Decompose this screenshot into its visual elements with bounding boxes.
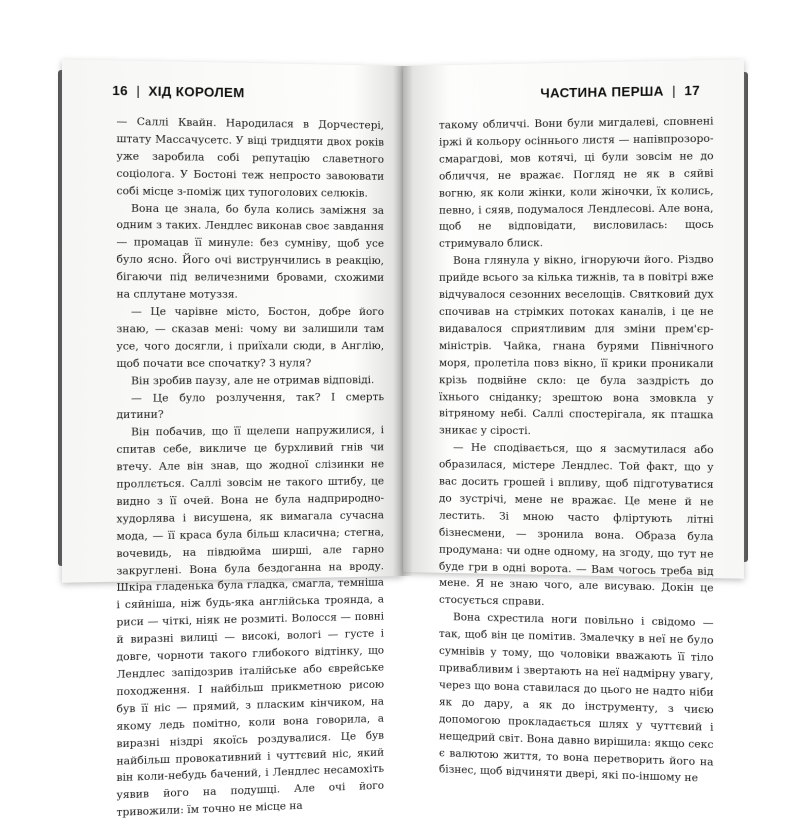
header-separator: | bbox=[136, 83, 141, 99]
open-book bbox=[58, 58, 748, 820]
left-running-header bbox=[112, 83, 244, 101]
paragraph: — Саллі Квайн. Народилася в Дорчестері, штату Массачусетс. У віці тридцяти двох років уже заробила собі репутацію славетного соціолога. У Бостоні теж непросто завоювати собі місце з-поміж цих тупоголових селюків. bbox=[116, 115, 385, 200]
paragraph: — Це було розлучення, так? І смерть дитини? bbox=[116, 390, 385, 422]
left-page-body bbox=[116, 113, 384, 822]
right-page-number: 17 bbox=[684, 82, 700, 99]
paragraph: Вона глянула у вікно, ігноруючи його. Різдво прийде всього за кілька тижнів, та в повітрі вже відчувалося сезонних веселощів. Святковий дух спочивав на стрімких потоках каналів, і це не видавалося сприятливим для зміни прем'єр-міністрів. Чайка, гнана бурями Північного моря, пролетіла повз вікно, її крики проникали крізь подвійне скло: це була заздрість до їхнього сніданку; зрештою вона змовкла у вітряному небі. Саллі спостерігала, як пташка зникає у сірості. bbox=[439, 253, 714, 438]
right-page bbox=[403, 59, 744, 785]
paragraph: — Не сподівається, що я засмутилася або образилася, містере Лендлес. Той факт, що у вас досить грошей і впливу, щоб підготуватися до зустрічі, мене не вражає. Це мене й не лестить. Зі мною часто фліртують літні бізнесмени, — зронила вона. Образа була продумана: чи одне одному, на згоду, що тут не буде гри в одні ворота. — Вам чогось треба від мене. Я не знаю чого, але висуваю. Докін це стосується справи. bbox=[439, 441, 714, 609]
paragraph: Він зробив паузу, але не отримав відповіді. bbox=[131, 373, 375, 387]
right-running-header bbox=[540, 83, 700, 101]
paragraph: — Це чарівне місто, Бостон, добре його знаю, — сказав мені: чому ви залишили там усе, чого досягли, і приїхали сюди, в Англію, щоб почати все спочатку? З нуля? bbox=[116, 305, 385, 370]
paragraph: Вона це знала, бо була колись заміжня за одним з таких. Лендлес виконав своє завдання — промацав її минуле: без сумніву, щоб усе було ясно. Його очі виструнчились в реакцію, бігаючи під величезними бровами, схожими на сплутане мотуззя. bbox=[116, 202, 385, 301]
paragraph: такому обличчі. Вони були мигдалеві, сповнені іржі й кольору осіннього листя — напівпрозоро-смарагдові, мов котячі, ці були зовсім не до обличчя, не вражає. Погляд не як в сяйві вогню, як коли жінки, коли жіночки, їх колись, певно, і сяяв, подумалося Лендлесові. Але вона, щоб не відповідати, висловилась: щось стримувало блиск. bbox=[439, 115, 714, 251]
left-page-number: 16 bbox=[112, 82, 128, 99]
right-running-head-title: ЧАСТИНА ПЕРША bbox=[540, 83, 664, 101]
paragraph: Вона схрестила ноги повільно і свідомо — так, щоб він це помітив. Змалечку в неї не було сумнівів у тому, що чоловіки вважають її тіло привабливим і звертають на неї надмірну увагу, через що вона ставилася до цього не надто ніби як до дару, а як до інструменту, з чиєю допомогою прокладається шлях у чуттєвий і нещедрий світ. Вона давно вирішила: якщо секс є валютою життя, то вона перетворить його на бізнес, щоб відчиняти двері, які по-іншому не bbox=[439, 611, 714, 785]
paragraph: Він побачив, що її щелепи напружилися, і спитав себе, викличе це бурхливий гнів чи втечу. Але він знав, що жодної слізинки не проллється. Саллі зовсім не такого штибу, це видно з її очей. Вона не була надприродно-худорлява і висушена, як вимагала сучасна мода, — її краса була більш класична; стегна, вочевидь, на півдюйма ширші, але гарно закруглені. Вона була бездоганна на вроду. Шкіра гладенька була гладка, смагла, темніша і сяйніша, ніж будь-яка англійська троянда, а риси — чіткі, ніяк не розмиті. Волосся — повні й виразні вилиці — високі, вологі — густе і довге, чорноти такого глибокого відтінку, що Лендлес запідозрив італійське або єврейське походження. І найбільш прикметною рисою був її ніс — прямий, з пласким кінчиком, на якому ледь помітно, коли вона говорила, а виразні ніздрі якоїсь роздувалися. Це був найбільш провокативний і чуттєвий ніс, який він коли-небудь бачений, і Лендлес несамохіть уявив його на подушці. Але очі його тривожили: їм точно не місце на bbox=[116, 424, 385, 820]
left-page bbox=[62, 59, 403, 820]
book-spine-shadow bbox=[393, 66, 413, 576]
right-page-body bbox=[439, 113, 714, 788]
left-running-head-title: ХІД КОРОЛЕМ bbox=[148, 83, 245, 101]
header-separator: | bbox=[672, 83, 676, 99]
